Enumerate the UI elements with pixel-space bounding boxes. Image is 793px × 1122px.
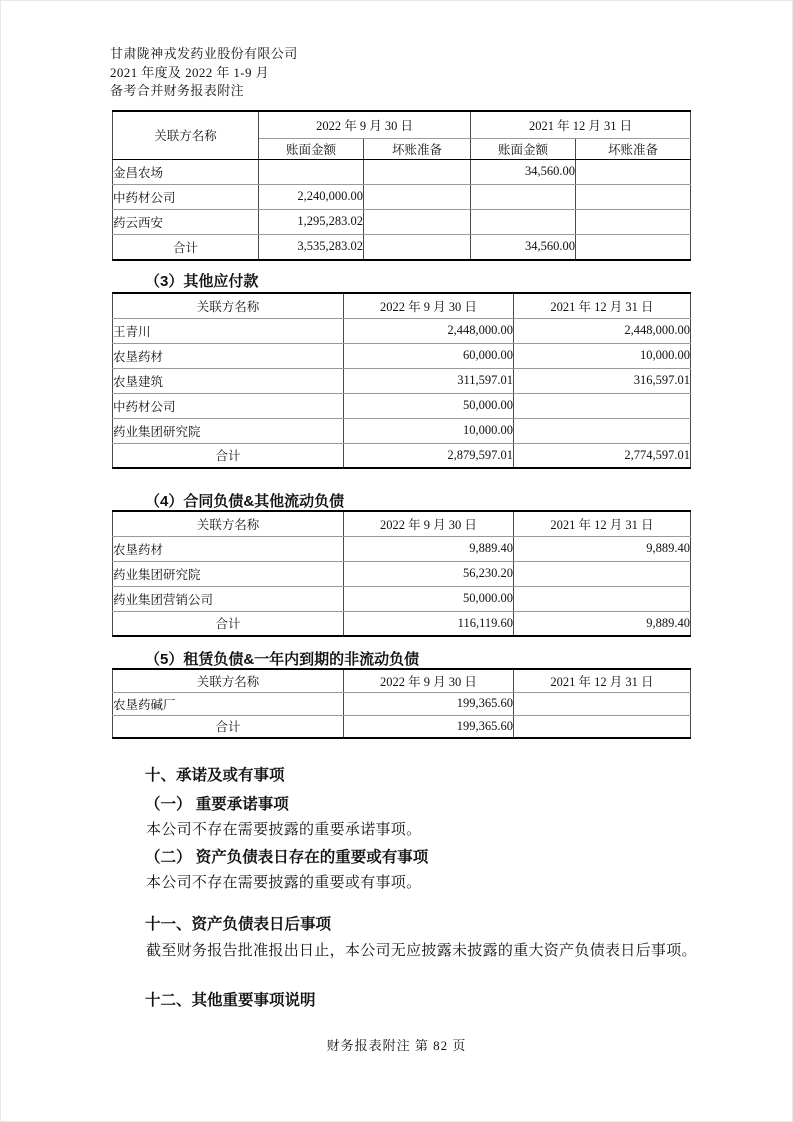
total-label: 合计 <box>113 611 344 636</box>
section-title-contract-liabilities: （4）合同负债&其他流动负债 <box>145 493 345 510</box>
total-label: 合计 <box>113 234 259 260</box>
total-amount: 3,535,283.02 <box>259 234 364 260</box>
total-amount: 9,889.40 <box>514 611 691 636</box>
paragraph-contingencies: 本公司不存在需要披露的重要或有事项。 <box>146 875 422 891</box>
total-amount: 2,774,597.01 <box>514 443 691 468</box>
header-period-2022: 2022 年 9 月 30 日 <box>344 669 514 692</box>
amount-cell: 34,560.00 <box>471 159 576 184</box>
header-period-2022: 2022 年 9 月 30 日 <box>259 111 471 138</box>
total-amount <box>364 234 471 260</box>
total-row <box>113 715 691 738</box>
total-row <box>113 611 691 636</box>
section-title-other-payables: （3）其他应付款 <box>145 273 259 290</box>
header-period-2022: 2022 年 9 月 30 日 <box>344 511 514 536</box>
amount-cell <box>514 692 691 715</box>
amount-cell: 1,295,283.02 <box>259 209 364 234</box>
total-label: 合计 <box>113 443 344 468</box>
amount-cell <box>514 418 691 443</box>
header-party-name: 关联方名称 <box>113 111 259 159</box>
table-row <box>113 586 691 611</box>
heading-commitments-contingencies: 十、承诺及或有事项 <box>145 767 285 784</box>
header-party-name: 关联方名称 <box>113 511 344 536</box>
amount-cell: 56,230.20 <box>344 561 514 586</box>
header-book-amount-2022: 账面金额 <box>259 138 364 159</box>
table-row <box>113 159 691 184</box>
heading-post-balance-sheet-events: 十一、资产负债表日后事项 <box>145 916 332 933</box>
party-name: 金昌农场 <box>113 159 259 184</box>
table-row <box>113 393 691 418</box>
party-name: 农垦药材 <box>113 536 344 561</box>
party-name: 王青川 <box>113 318 344 343</box>
party-name: 药业集团研究院 <box>113 561 344 586</box>
amount-cell <box>514 586 691 611</box>
total-amount: 199,365.60 <box>344 715 514 738</box>
table-row <box>113 536 691 561</box>
amount-cell <box>576 159 691 184</box>
total-row <box>113 443 691 468</box>
amount-cell: 9,889.40 <box>344 536 514 561</box>
amount-cell: 10,000.00 <box>344 418 514 443</box>
table-row <box>113 418 691 443</box>
table-row <box>113 209 691 234</box>
header-period-2021: 2021 年 12 月 31 日 <box>514 669 691 692</box>
paragraph-post-balance-sheet: 截至财务报告批准报出日止，本公司无应披露未披露的重大资产负债表日后事项。 <box>146 943 697 959</box>
report-period: 2021 年度及 2022 年 1-9 月 <box>110 64 269 80</box>
amount-cell: 311,597.01 <box>344 368 514 393</box>
heading-contingencies-at-balance-date: （二） 资产负债表日存在的重要或有事项 <box>145 849 429 866</box>
amount-cell: 50,000.00 <box>344 393 514 418</box>
amount-cell <box>259 159 364 184</box>
heading-important-commitments: （一） 重要承诺事项 <box>145 796 289 813</box>
header-period-2021: 2021 年 12 月 31 日 <box>471 111 691 138</box>
party-name: 药业集团营销公司 <box>113 586 344 611</box>
lease-liabilities-table <box>112 668 691 739</box>
paragraph-commitments: 本公司不存在需要披露的重要承诺事项。 <box>146 822 422 838</box>
other-payables-table <box>112 292 691 469</box>
table-row <box>113 368 691 393</box>
amount-cell <box>471 184 576 209</box>
total-amount: 116,119.60 <box>344 611 514 636</box>
party-name: 农垦药材 <box>113 343 344 368</box>
page-footer: 财务报表附注 第 82 页 <box>326 1038 467 1053</box>
amount-cell <box>471 209 576 234</box>
amount-cell <box>514 561 691 586</box>
total-row <box>113 234 691 260</box>
receivables-table <box>112 110 691 261</box>
header-period-2021: 2021 年 12 月 31 日 <box>514 293 691 318</box>
total-amount: 34,560.00 <box>471 234 576 260</box>
table-row <box>113 184 691 209</box>
header-bad-debt-2021: 坏账准备 <box>576 138 691 159</box>
heading-other-important-matters: 十二、其他重要事项说明 <box>145 992 316 1009</box>
header-bad-debt-2022: 坏账准备 <box>364 138 471 159</box>
section-title-lease-liabilities: （5）租赁负债&一年内到期的非流动负债 <box>145 651 420 668</box>
table-row <box>113 318 691 343</box>
total-label: 合计 <box>113 715 344 738</box>
amount-cell: 9,889.40 <box>514 536 691 561</box>
amount-cell: 60,000.00 <box>344 343 514 368</box>
party-name: 药云西安 <box>113 209 259 234</box>
amount-cell: 10,000.00 <box>514 343 691 368</box>
amount-cell: 2,448,000.00 <box>344 318 514 343</box>
party-name: 中药材公司 <box>113 184 259 209</box>
amount-cell: 2,240,000.00 <box>259 184 364 209</box>
amount-cell: 199,365.60 <box>344 692 514 715</box>
amount-cell <box>514 393 691 418</box>
table-row <box>113 343 691 368</box>
total-amount: 2,879,597.01 <box>344 443 514 468</box>
table-row <box>113 561 691 586</box>
header-party-name: 关联方名称 <box>113 669 344 692</box>
amount-cell <box>364 159 471 184</box>
amount-cell <box>576 209 691 234</box>
company-name: 甘肃陇神戎发药业股份有限公司 <box>110 46 298 61</box>
party-name: 农垦建筑 <box>113 368 344 393</box>
header-period-2022: 2022 年 9 月 30 日 <box>344 293 514 318</box>
party-name: 药业集团研究院 <box>113 418 344 443</box>
party-name: 农垦药碱厂 <box>113 692 344 715</box>
amount-cell: 316,597.01 <box>514 368 691 393</box>
amount-cell <box>576 184 691 209</box>
header-book-amount-2021: 账面金额 <box>471 138 576 159</box>
document-header <box>110 45 298 101</box>
report-title: 备考合并财务报表附注 <box>110 83 245 98</box>
amount-cell: 2,448,000.00 <box>514 318 691 343</box>
amount-cell <box>364 209 471 234</box>
table-row <box>113 692 691 715</box>
party-name: 中药材公司 <box>113 393 344 418</box>
header-period-2021: 2021 年 12 月 31 日 <box>514 511 691 536</box>
total-amount <box>514 715 691 738</box>
amount-cell <box>364 184 471 209</box>
header-party-name: 关联方名称 <box>113 293 344 318</box>
amount-cell: 50,000.00 <box>344 586 514 611</box>
contract-liabilities-table <box>112 510 691 637</box>
total-amount <box>576 234 691 260</box>
